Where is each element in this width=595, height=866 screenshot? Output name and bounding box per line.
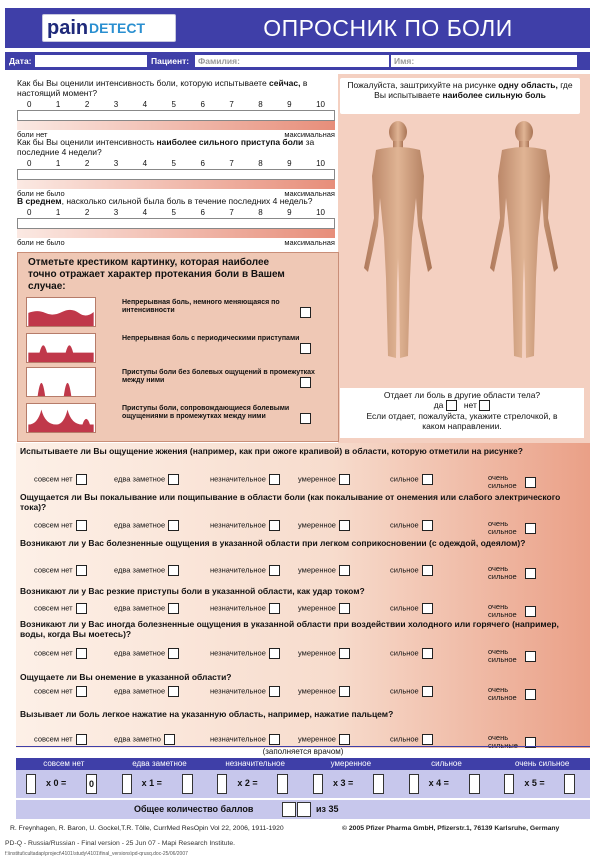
scale-2-min: боли не было [17,189,65,198]
option-q5-3 [210,648,280,659]
option-checkbox[interactable] [164,734,175,745]
option-checkbox[interactable] [76,603,87,614]
option-checkbox[interactable] [269,648,280,659]
option-q3-6 [488,565,536,581]
option-label: едва заметное [114,686,166,696]
count-box-4[interactable] [409,774,419,794]
option-q6-3 [210,686,280,697]
option-checkbox[interactable] [339,520,350,531]
intensity-q2-text: Как бы Вы оценили интенсивность наиболее сильного приступа боли за последние 4 недели? [17,137,315,157]
option-checkbox[interactable] [422,686,433,697]
option-q1-6 [488,474,536,490]
logo-detect-text: DETECT [89,20,145,36]
radiate-no-checkbox[interactable] [479,400,490,411]
option-checkbox[interactable] [168,565,179,576]
option-q4-5 [390,603,433,614]
pattern-4-checkbox[interactable] [300,413,311,424]
pattern-1-graph [26,297,96,327]
option-checkbox[interactable] [76,648,87,659]
option-q1-1 [34,474,87,485]
result-box-1[interactable] [182,774,193,794]
intensity-q2 [17,137,335,198]
scale-2: 0 1 2 3 4 5 6 7 8 9 10 [27,159,325,168]
page-title: ОПРОСНИК ПО БОЛИ [188,10,588,46]
result-box-4[interactable] [469,774,480,794]
score-cell-2 [211,772,299,796]
scale-1-input[interactable] [17,110,335,121]
option-label: незначительное [210,686,266,696]
name-field[interactable] [391,55,577,67]
option-checkbox[interactable] [76,474,87,485]
option-label: очень сильное [488,519,517,536]
option-checkbox[interactable] [525,477,536,488]
count-box-5[interactable] [504,774,514,794]
option-label: незначительное [210,474,266,484]
option-q1-2 [114,474,179,485]
option-checkbox[interactable] [339,648,350,659]
body-instruction: Пожалуйста, заштрихуйте на рисунке одну область, где Вы испытываете наиболее сильную боль [340,78,580,114]
option-q5-1 [34,648,87,659]
score-label-5: очень сильное [514,759,570,768]
option-q2-3 [210,520,280,531]
scale-2-max: максимальная [284,189,335,198]
multiplier-5: x 5 = [524,778,545,788]
option-label: совсем нет [34,734,73,744]
score-label-2: незначительное [225,759,285,768]
option-label: умеренное [298,565,336,575]
doctor-note: (заполняется врачом) [16,746,590,758]
option-q5-2 [114,648,179,659]
option-label: незначительное [210,520,266,530]
option-checkbox[interactable] [168,648,179,659]
score-row [16,770,590,798]
option-q3-5 [390,565,433,576]
option-checkbox[interactable] [76,520,87,531]
option-checkbox[interactable] [525,689,536,700]
scale-3-gradient [17,229,335,238]
back-body [490,121,558,358]
option-label: едва заметное [114,648,166,658]
option-q3-3 [210,565,280,576]
option-label: совсем нет [34,648,73,658]
front-body [364,121,432,358]
option-checkbox[interactable] [339,686,350,697]
option-label: очень сильное [488,685,517,702]
option-q7-3 [210,734,280,745]
radiate-yes-checkbox[interactable] [446,400,457,411]
pattern-4-graph [26,403,96,433]
score-cell-4 [403,772,491,796]
option-checkbox[interactable] [339,603,350,614]
option-q1-3 [210,474,280,485]
intensity-q3 [17,196,335,247]
question-4: Возникают ли у Вас резкие приступы боли в указанной области, как удар током? [20,586,365,596]
result-box-0[interactable]: 0 [86,774,97,794]
option-checkbox[interactable] [525,651,536,662]
footer-path: f:\institut\cultadap\project\4101\study\4101\final_versions\pd-qrusq.doc-25/06/2007 [5,851,188,857]
option-checkbox[interactable] [168,474,179,485]
option-q2-5 [390,520,433,531]
option-q2-2 [114,520,179,531]
option-checkbox[interactable] [269,603,280,614]
scale-2-gradient [17,180,335,189]
option-checkbox[interactable] [422,603,433,614]
option-label: очень сильные [488,733,518,750]
option-label: сильное [390,474,419,484]
option-q7-4 [298,734,350,745]
scale-1-min: боли нет [17,130,48,139]
option-q4-6 [488,603,536,619]
patient-label: Пациент: [151,56,190,66]
option-q6-1 [34,686,87,697]
pattern-1-label: Непрерывная боль, немного меняющаяся по интенсивности [122,299,280,314]
option-checkbox[interactable] [525,523,536,534]
result-box-2[interactable] [277,774,288,794]
option-checkbox[interactable] [269,686,280,697]
option-label: незначительное [210,648,266,658]
option-label: умеренное [298,648,336,658]
option-label: едва заметное [114,474,166,484]
score-cell-5 [498,772,586,796]
option-q6-2 [114,686,179,697]
question-6: Ощущаете ли Вы онемение в указанной области? [20,672,232,682]
paindetect-logo [42,14,176,42]
multiplier-3: x 3 = [333,778,354,788]
scale-3-input[interactable] [17,218,335,229]
total-row [16,800,590,819]
option-q6-4 [298,686,350,697]
pain-pattern-section [17,252,339,442]
option-q2-1 [34,520,87,531]
footer-version: PD-Q - Russia/Russian - Final version - 25 Jun 07 - Mapi Research Institute. [5,840,236,847]
option-checkbox[interactable] [422,648,433,659]
radiate-box [340,388,584,438]
option-checkbox[interactable] [422,520,433,531]
body-figures[interactable] [338,118,590,368]
option-q4-2 [114,603,179,614]
option-label: умеренное [298,603,336,613]
option-q5-5 [390,648,433,659]
option-label: совсем нет [34,565,73,575]
pattern-row-2 [26,333,332,363]
body-diagram-panel [338,74,590,444]
question-5: Возникают ли у Вас иногда болезненные ощущения в указанной области при воздействии холодного или горячего (например, воды, когда Вы моетесь)? [20,619,559,639]
option-label: сильное [390,565,419,575]
option-checkbox[interactable] [422,734,433,745]
option-q1-5 [390,474,433,485]
option-checkbox[interactable] [168,603,179,614]
score-labels-bar [16,758,590,770]
option-q6-6 [488,686,536,702]
scale-1-max: максимальная [284,130,335,139]
option-checkbox[interactable] [76,565,87,576]
option-label: едва заметно [114,734,161,744]
pattern-2-graph [26,333,96,363]
pattern-2-checkbox[interactable] [300,343,311,354]
multiplier-4: x 4 = [428,778,449,788]
pattern-2-label: Непрерывная боль с периодическими приступами [122,335,300,342]
count-box-1[interactable] [122,774,132,794]
option-checkbox[interactable] [525,568,536,579]
radiate-hint: Если отдает, пожалуйста, укажите стрелочкой, в каком направлении. [366,411,558,432]
scale-2-input[interactable] [17,169,335,180]
option-q4-1 [34,603,87,614]
option-q5-6 [488,648,536,664]
option-q7-5 [390,734,433,745]
count-box-3[interactable] [313,774,323,794]
footer-copy: © 2005 Pfizer Pharma GmbH, Pfizerstr.1, 76139 Karlsruhe, Germany [342,825,560,832]
scale-1-gradient [17,121,335,130]
option-label: сильное [390,520,419,530]
scale-3: 0 1 2 3 4 5 6 7 8 9 10 [27,208,325,217]
option-label: сильное [390,734,419,744]
pattern-3-label: Приступы боли без болевых ощущений в промежутках между ними [122,369,315,384]
scale-1: 0 1 2 3 4 5 6 7 8 9 10 [27,100,325,109]
patient-row [5,52,590,70]
option-checkbox[interactable] [269,565,280,576]
option-q4-3 [210,603,280,614]
question-1: Испытываете ли Вы ощущение жжения (например, как при ожоге крапивой) в области, которую отметили на рисунке? [20,446,523,456]
result-box-3[interactable] [373,774,384,794]
score-cell-3 [307,772,395,796]
option-q3-4 [298,565,350,576]
question-2: Ощущается ли Вы покалывание или пощипывание в области боли (как покалывание от онемения или слабого электрического тока)? [20,492,561,512]
option-label: очень сильное [488,473,517,490]
pattern-row-3 [26,367,332,397]
option-checkbox[interactable] [339,565,350,576]
score-cell-0 [20,772,108,796]
option-checkbox[interactable] [525,606,536,617]
option-label: едва заметное [114,603,166,613]
score-label-3: умеренное [330,759,372,768]
footer-cite: R. Freynhagen, R. Baron, U. Gockel,T.R. Tölle, CurrMed ResOpin Vol 22, 2006, 1911-1920 [10,825,284,832]
option-label: незначительное [210,734,266,744]
scale-3-min: боли не было [17,238,65,247]
option-q6-5 [390,686,433,697]
score-label-4: сильное [431,759,462,768]
scale-3-max: максимальная [284,238,335,247]
pattern-1-checkbox[interactable] [300,307,311,318]
multiplier-0: x 0 = [46,778,67,788]
option-label: умеренное [298,520,336,530]
pattern-title: Отметьте крестиком картинку, которая наиболее точно отражает характер протекания боли в Вашем случае: [28,257,285,292]
option-label: совсем нет [34,603,73,613]
total-suffix: из 35 [316,804,339,814]
option-label: совсем нет [34,474,73,484]
pattern-3-graph [26,367,96,397]
option-label: совсем нет [34,686,73,696]
pattern-row-1 [26,297,332,327]
option-label: сильное [390,648,419,658]
radiate-question: Отдает ли боль в другие области тела? [383,390,541,400]
option-q5-4 [298,648,350,659]
total-digit-1[interactable] [282,802,296,817]
score-label-1: едва заметное [132,759,187,768]
option-q7-1 [34,734,87,745]
option-checkbox[interactable] [269,520,280,531]
logo-pain-text: pain [47,17,89,39]
intensity-q1 [17,78,335,139]
option-q4-4 [298,603,350,614]
option-checkbox[interactable] [422,565,433,576]
option-q3-1 [34,565,87,576]
option-checkbox[interactable] [168,520,179,531]
option-checkbox[interactable] [339,474,350,485]
option-checkbox[interactable] [168,686,179,697]
intensity-q1-text: Как бы Вы оценили интенсивность боли, которую испытываете сейчас, в настоящий момент? [17,78,308,98]
option-label: очень сильное [488,602,517,619]
option-label: незначительное [210,565,266,575]
option-q1-4 [298,474,350,485]
option-label: очень сильное [488,647,517,664]
option-q2-6 [488,520,536,536]
option-label: сильное [390,686,419,696]
option-q2-4 [298,520,350,531]
score-label-0: совсем нет [43,759,85,768]
option-checkbox[interactable] [422,474,433,485]
intensity-q3-text: В среднем, насколько сильной была боль в течение последних 4 недель? [17,196,313,206]
option-label: совсем нет [34,520,73,530]
footer-citation [10,825,590,832]
option-label: незначительное [210,603,266,613]
pattern-3-checkbox[interactable] [300,377,311,388]
radiate-options: да нет [342,400,582,411]
name-label: Имя: [394,56,415,66]
count-box-2[interactable] [217,774,227,794]
option-label: едва заметное [114,565,166,575]
surname-label: Фамилия: [198,56,240,66]
option-label: умеренное [298,734,336,744]
option-checkbox[interactable] [339,734,350,745]
question-7: Вызывает ли боль легкое нажатие на указанную область, например, нажатие пальцем? [20,709,394,719]
pattern-row-4 [26,403,332,433]
option-checkbox[interactable] [76,734,87,745]
multiplier-2: x 2 = [237,778,258,788]
multiplier-1: x 1 = [141,778,162,788]
option-label: сильное [390,603,419,613]
intensity-section [5,74,335,250]
score-cell-1 [116,772,204,796]
total-label: Общее количество баллов [134,804,254,814]
date-label: Дата: [9,56,32,66]
option-checkbox[interactable] [269,474,280,485]
question-3: Возникают ли у Вас болезненные ощущения в указанной области при легком соприкосновении (с одеждой, одеялом)? [20,538,526,548]
pattern-4-label: Приступы боли, сопровождающиеся болевыми ощущениями в промежутках между ними [122,405,290,420]
date-field[interactable] [35,55,147,67]
option-label: умеренное [298,474,336,484]
option-checkbox[interactable] [269,734,280,745]
option-label: умеренное [298,686,336,696]
result-box-5[interactable] [564,774,575,794]
total-digit-2[interactable] [297,802,311,817]
option-label: очень сильное [488,564,517,581]
option-q3-2 [114,565,179,576]
option-label: едва заметное [114,520,166,530]
option-checkbox[interactable] [76,686,87,697]
option-q7-2 [114,734,175,745]
count-box-0[interactable] [26,774,36,794]
